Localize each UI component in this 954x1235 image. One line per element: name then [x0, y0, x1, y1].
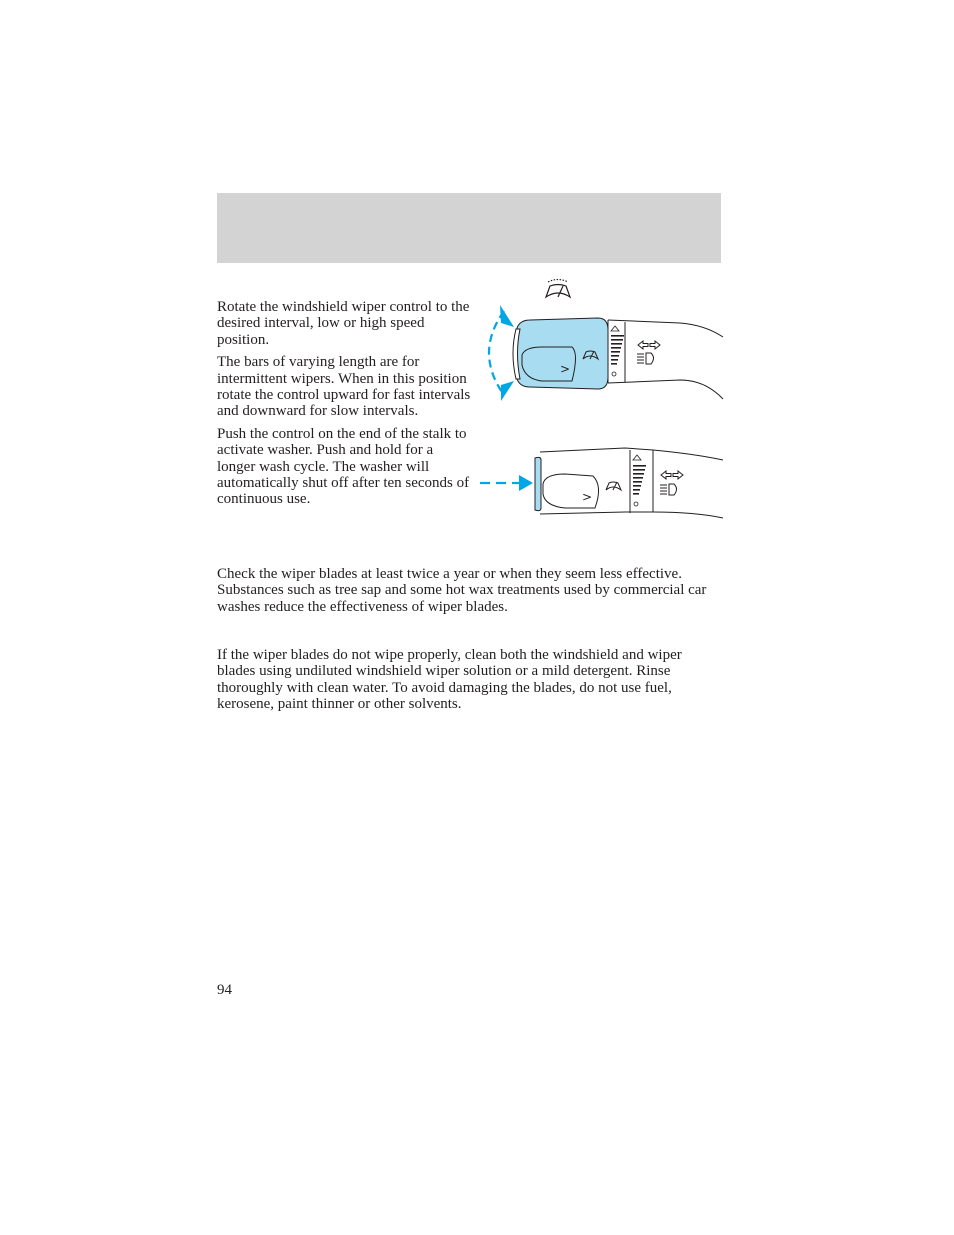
headlamp-icon: [637, 353, 654, 364]
stalk-body: [608, 320, 723, 399]
interval-bars: [611, 326, 624, 376]
svg-text:>: >: [560, 362, 571, 376]
headlamp-icon: [660, 484, 677, 495]
svg-text:>: >: [582, 490, 593, 504]
page-number: 94: [217, 982, 232, 998]
windshield-wiper-icon: [546, 280, 570, 298]
paragraph-clean: If the wiper blades do not wipe properly, clean both the windshield and wiper blades using undiluted windshield wiper solution or a mild detergent. Rinse thoroughly with clean water. To avoid damaging the blades, do not use fuel, kerosene, paint thinner or other solvents.: [217, 647, 682, 713]
windshield-wiper-icon: [606, 482, 621, 490]
interval-bars: [633, 455, 646, 506]
washer-button: [535, 457, 621, 510]
turn-signal-arrows-icon: [638, 341, 660, 349]
wiper-instructions: [217, 299, 472, 514]
paragraph-rotate: Rotate the windshield wiper control to the desired interval, low or high speed position.: [217, 299, 470, 348]
turn-signal-arrows-icon: [661, 471, 683, 479]
rotation-arrow: [489, 305, 514, 401]
wiper-control-sleeve: [513, 318, 608, 389]
section-header-band: [217, 193, 721, 263]
paragraph-check: Check the wiper blades at least twice a year or when they seem less effective. Substances such as tree sap and some hot wax treatments used by commercial car washes reduce the effectiveness of wiper blades.: [217, 566, 707, 615]
paragraph-push: Push the control on the end of the stalk to activate washer. Push and hold for a longer wash cycle. The washer will automatically shut off after ten seconds of continuous use.: [217, 425, 470, 508]
wiper-rotate-illustration: [480, 275, 724, 405]
paragraph-bars: The bars of varying length are for intermittent wipers. When in this position rotate the control upward for fast intervals and downward for slow intervals.: [217, 354, 471, 420]
washer-push-illustration: [475, 440, 724, 525]
push-arrow: [480, 475, 533, 491]
